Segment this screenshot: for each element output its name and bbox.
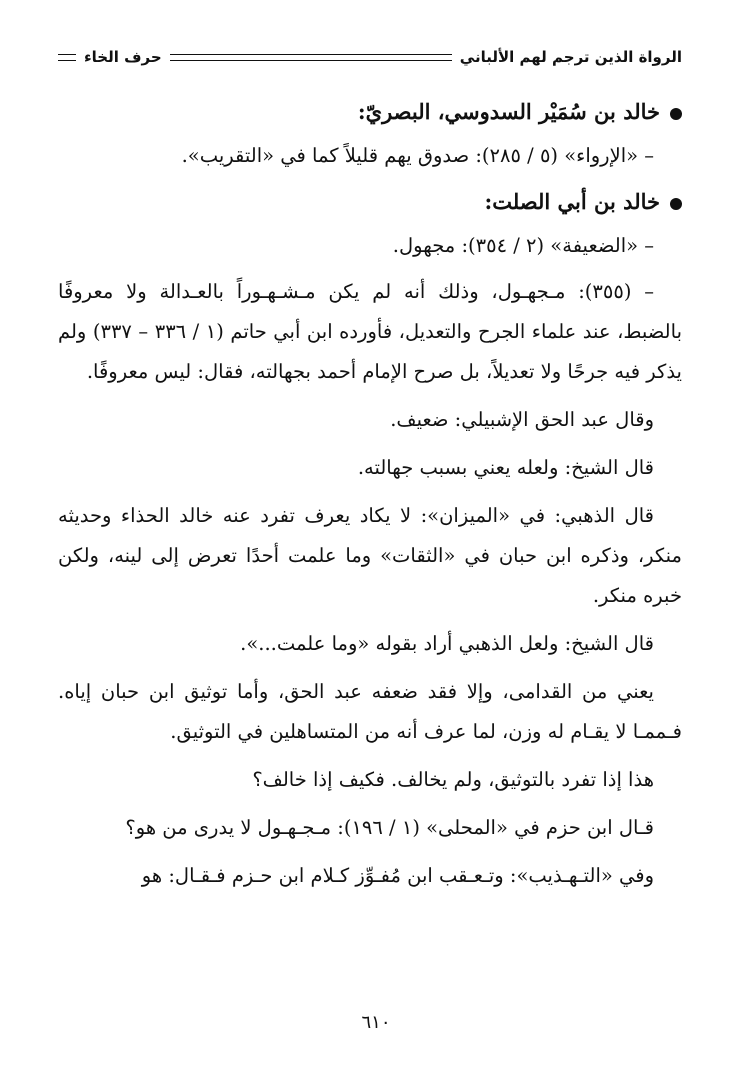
paragraph: وفي «التـهـذيب»: وتـعـقب ابن مُفـوِّز كـلام ابن حـزم فـقـال: هو [141, 864, 654, 887]
page-number: ٦١٠ [361, 1012, 391, 1033]
entry-heading-text: خالد بن أبي الصلت: [484, 189, 660, 214]
page-body [58, 92, 682, 904]
paragraph: قـال ابن حزم في «المحلى» (١ / ١٩٦): مـجـهـول لا يدرى من هو؟ [125, 816, 654, 839]
entry-heading-text: خالد بن سُمَيْر السدوسي، البصريّ: [357, 99, 660, 124]
paragraph: قال الشيخ: ولعله يعني بسبب جهالته. [357, 456, 654, 479]
entry-line: – «الضعيفة» (٢ / ٣٥٤): مجهول. [392, 234, 654, 257]
entry-line: – «الإرواء» (٥ / ٢٨٥): صدوق يهم قليلاً كما في «التقريب». [181, 144, 654, 167]
paragraph: هذا إذا تفرد بالتوثيق، ولم يخالف. فكيف إذا خالف؟ [252, 768, 654, 791]
entry-heading [58, 92, 682, 132]
entry-heading [58, 182, 682, 222]
paragraph: – (٣٥٥): مـجهـول، وذلك أنه لم يكن مـشـهـوراً بالعـدالة ولا معروفًا بالضبط، عند علماء الجرح والتعديل، فأورده ابن أبي حاتم (١ / ٣٣٦ – ٣٣٧) ولم يذكر فيه جرحًا ولا تعديلاً، بل صرح الإمام أحمد بجهالته، فقال: ليس معروفًا. [58, 280, 682, 383]
header-section: حرف الخاء [84, 48, 162, 66]
paragraph: قال الشيخ: ولعل الذهبي أراد بقوله «وما علمت...». [240, 632, 654, 655]
paragraph: يعني من القدامى، وإلا فقد ضعفه عبد الحق، وأما توثيق ابن حبان إياه. فـممـا لا يقـام له وزن، لما عرف أنه من المتساهلين في التوثيق. [58, 680, 682, 743]
paragraph: وقال عبد الحق الإشبيلي: ضعيف. [390, 408, 654, 431]
bullet-icon [670, 108, 682, 120]
running-header [58, 42, 682, 72]
paragraph: قال الذهبي: في «الميزان»: لا يكاد يعرف تفرد عنه خالد الحذاء وحديثه منكر، وذكره ابن حبان في «الثقات» وما علمت أحدًا تعرض إلى لينه، ولكن خبره منكر. [58, 504, 682, 607]
bullet-icon [670, 198, 682, 210]
header-ornament [58, 54, 76, 61]
header-rule [170, 54, 452, 61]
header-title: الرواة الذين ترجم لهم الألباني [459, 48, 682, 66]
